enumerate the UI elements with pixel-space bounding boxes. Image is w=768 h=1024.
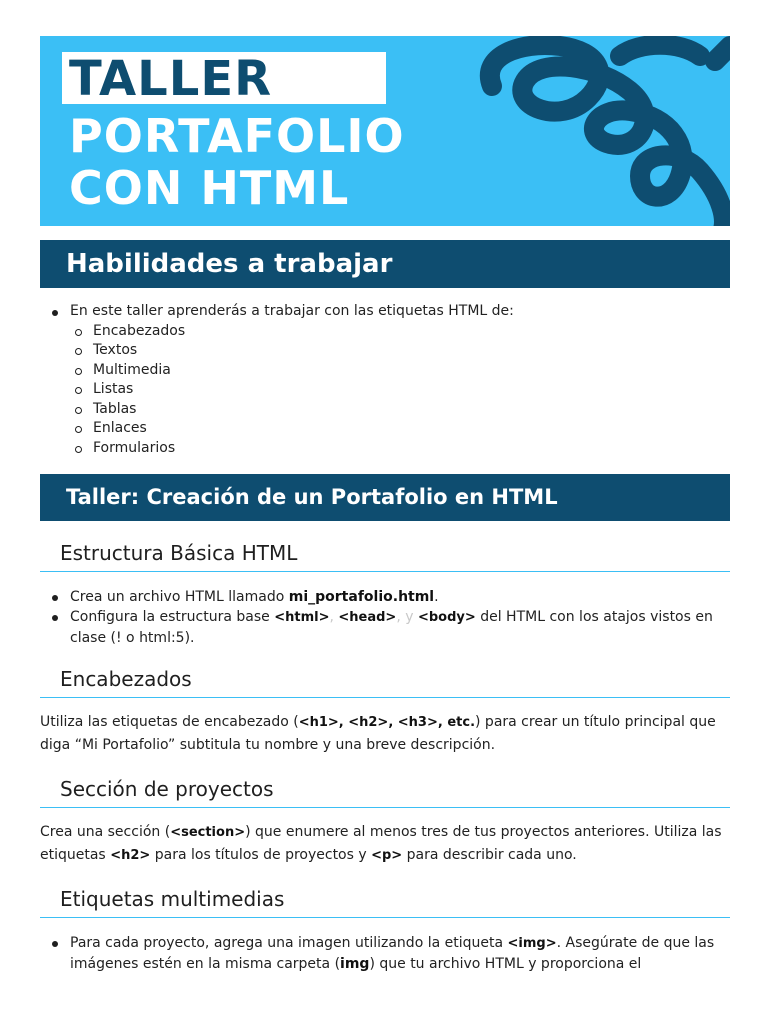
code-tag: <h1>, <h2>, <h3>, etc.	[298, 715, 476, 730]
title-line-3: CON HTML	[69, 161, 350, 215]
section-heading-habilidades: Habilidades a trabajar	[40, 240, 730, 288]
code-tag: <html>	[274, 610, 330, 625]
list-item: En este taller aprenderás a trabajar con las etiquetas HTML de:	[40, 302, 730, 322]
text-span: .	[434, 589, 439, 605]
code-tag: <section>	[170, 825, 246, 840]
title-banner	[40, 36, 730, 226]
encabezados-paragraph	[40, 711, 730, 756]
list-item: Enlaces	[40, 419, 730, 439]
text-span: Crea un archivo HTML llamado	[70, 589, 289, 605]
section-heading-taller: Taller: Creación de un Portafolio en HTML	[40, 474, 730, 521]
title-line-2: PORTAFOLIO	[69, 109, 405, 163]
text-span: del HTML con los atajos vistos en clase (! o html:5).	[70, 609, 713, 646]
title-line-1: TALLER	[69, 51, 273, 107]
list-item: Tablas	[40, 400, 730, 420]
code-tag: <img>	[507, 936, 557, 951]
list-item: Encabezados	[40, 322, 730, 342]
filename-text: mi_portafolio.html	[288, 589, 435, 605]
list-item: Formularios	[40, 439, 730, 459]
text-span: . Asegúrate de que las imágenes estén en la misma carpeta (	[70, 935, 715, 972]
subheading-encabezados: Encabezados	[40, 665, 730, 698]
folder-text: img	[340, 956, 370, 972]
list-item: Textos	[40, 341, 730, 361]
subheading-proyectos: Sección de proyectos	[40, 775, 730, 808]
text-span: Configura la estructura base	[70, 609, 275, 625]
text-span: Para cada proyecto, agrega una imagen utilizando la etiqueta	[70, 935, 508, 951]
code-tag: <p>	[371, 848, 403, 863]
list-item	[40, 933, 730, 975]
multimedia-list	[40, 933, 730, 975]
text-span: ,	[329, 609, 334, 625]
list-item: Listas	[40, 380, 730, 400]
text-span: para los títulos de proyectos y	[150, 847, 372, 863]
list-item: Multimedia	[40, 361, 730, 381]
text-span: ) que enumere al menos tres de tus proyectos anteriores. Utiliza las etiquetas	[40, 824, 722, 863]
subheading-estructura: Estructura Básica HTML	[40, 539, 730, 572]
habilidades-list	[40, 302, 730, 458]
list-item	[40, 587, 730, 607]
list-item	[40, 607, 730, 648]
text-span: para describir cada uno.	[402, 847, 577, 863]
estructura-list	[40, 587, 730, 648]
text-span: ) para crear un título principal que diga “Mi Portafolio” subtitula tu nombre y una breve descripción.	[40, 714, 716, 753]
text-span: ) que tu archivo HTML y proporciona el	[369, 956, 642, 972]
text-span: , y	[396, 609, 414, 625]
text-span: Utiliza las etiquetas de encabezado (	[40, 714, 299, 730]
code-tag: <head>	[338, 610, 397, 625]
subheading-multimedia: Etiquetas multimedias	[40, 885, 730, 918]
code-tag: <h2>	[110, 848, 151, 863]
text-span: Crea una sección (	[40, 824, 171, 840]
proyectos-paragraph	[40, 821, 730, 867]
code-tag: <body>	[417, 610, 476, 625]
